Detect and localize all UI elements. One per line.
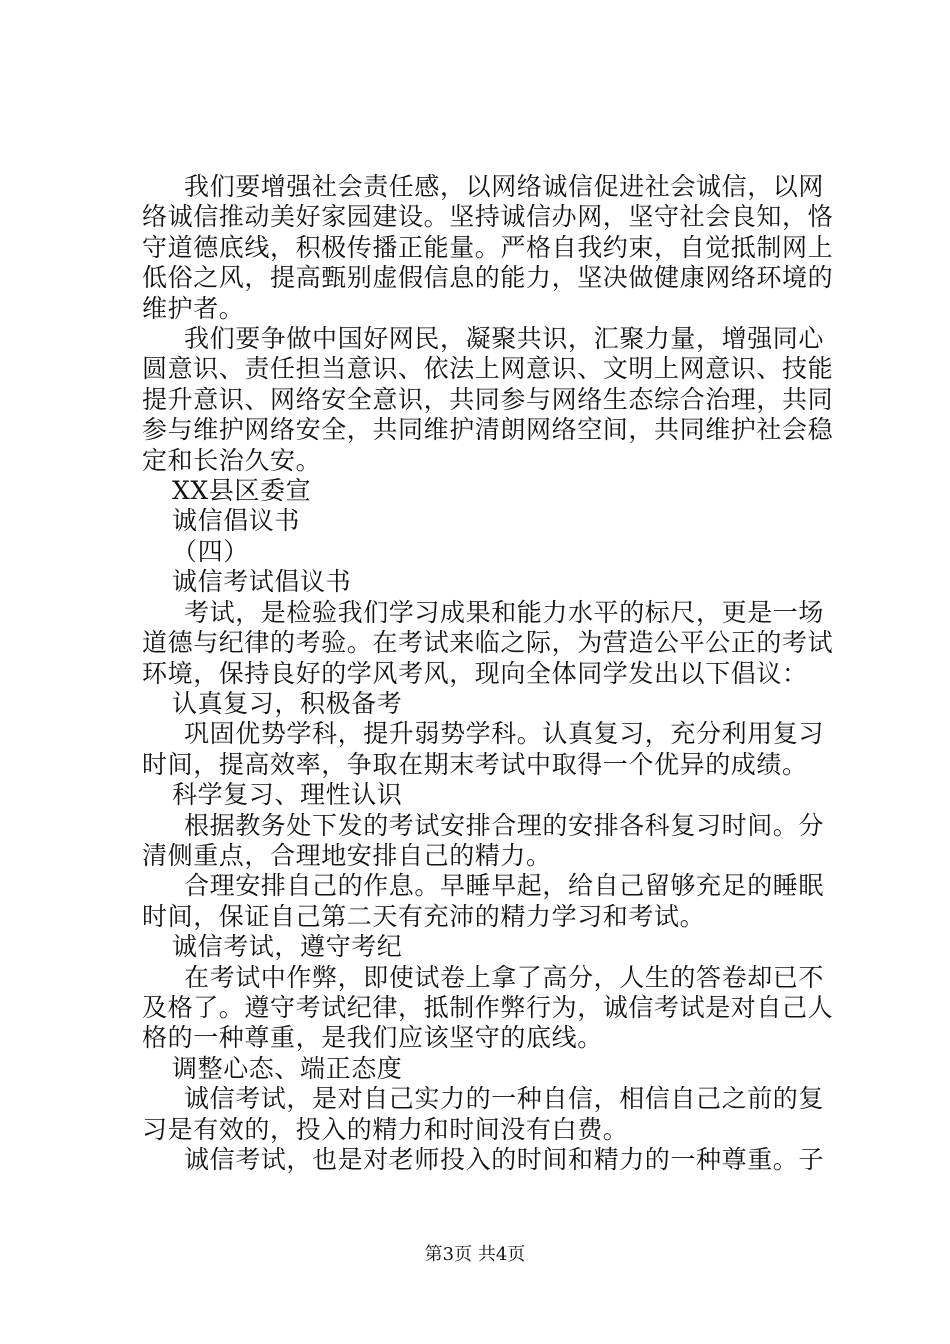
text-line: 道德与纪律的考验。在考试来临之际，为营造公平公正的考试	[142, 628, 834, 658]
text-line: 诚信考试倡议书	[172, 567, 352, 597]
text-line: 认真复习，积极备考	[172, 688, 403, 718]
text-line: 及格了。遵守考试纪律，抵制作弊行为，诚信考试是对自己人	[142, 992, 834, 1022]
text-line: 根据教务处下发的考试安排合理的安排各科复习时间。分	[184, 810, 825, 840]
text-line: 我们要增强社会责任感，以网络诚信促进社会诚信，以网	[184, 172, 825, 201]
text-line: 维护者。	[142, 293, 245, 323]
text-line: 在考试中作弊，即使试卷上拿了高分，人生的答卷却已不	[184, 962, 825, 992]
text-line: 提升意识、网络安全意识，共同参与网络生态综合治理，共同	[142, 384, 834, 414]
text-line: 环境，保持良好的学风考风，现向全体同学发出以下倡议：	[142, 658, 808, 688]
text-line: 时间，提高效率，争取在期末考试中取得一个优异的成绩。	[142, 749, 808, 779]
text-line: 合理安排自己的作息。早睡早起，给自己留够充足的睡眠	[184, 871, 825, 901]
text-line: 参与维护网络安全，共同维护清朗网络空间，共同维护社会稳	[142, 415, 834, 445]
text-line: 诚信考试，也是对老师投入的时间和精力的一种尊重。子	[184, 1145, 825, 1174]
page-footer: 第3页 共4页	[424, 1244, 526, 1265]
text-line: XX县区委宣	[172, 476, 312, 506]
text-line: 调整心态、端正态度	[172, 1053, 403, 1083]
document-body	[142, 172, 832, 1175]
text-line: 巩固优势学科，提升弱势学科。认真复习，充分利用复习	[184, 719, 825, 749]
text-line: 诚信考试，遵守考纪	[172, 932, 403, 962]
text-line: 诚信倡议书	[172, 506, 301, 536]
text-line: 诚信考试，是对自己实力的一种自信，相信自己之前的复	[184, 1084, 825, 1114]
text-line: 定和长治久安。	[142, 445, 322, 475]
text-line: 习是有效的，投入的精力和时间没有白费。	[142, 1114, 629, 1144]
text-line: 格的一种尊重，是我们应该坚守的底线。	[142, 1023, 603, 1053]
text-line: 络诚信推动美好家园建设。坚持诚信办网，坚守社会良知，恪	[142, 202, 834, 232]
text-line: （四）	[172, 536, 249, 566]
text-line: 圆意识、责任担当意识、依法上网意识、文明上网意识、技能	[142, 354, 834, 384]
text-line: 我们要争做中国好网民，凝聚共识，汇聚力量，增强同心	[184, 324, 825, 354]
text-line: 守道德底线，积极传播正能量。严格自我约束，自觉抵制网上	[142, 232, 834, 262]
text-line: 科学复习、理性认识	[172, 780, 403, 810]
text-line: 考试，是检验我们学习成果和能力水平的标尺，更是一场	[184, 597, 825, 627]
text-line: 清侧重点，合理地安排自己的精力。	[142, 840, 552, 870]
text-line: 低俗之风，提高甄别虚假信息的能力，坚决做健康网络环境的	[142, 263, 834, 293]
text-line: 时间，保证自己第二天有充沛的精力学习和考试。	[142, 901, 706, 931]
